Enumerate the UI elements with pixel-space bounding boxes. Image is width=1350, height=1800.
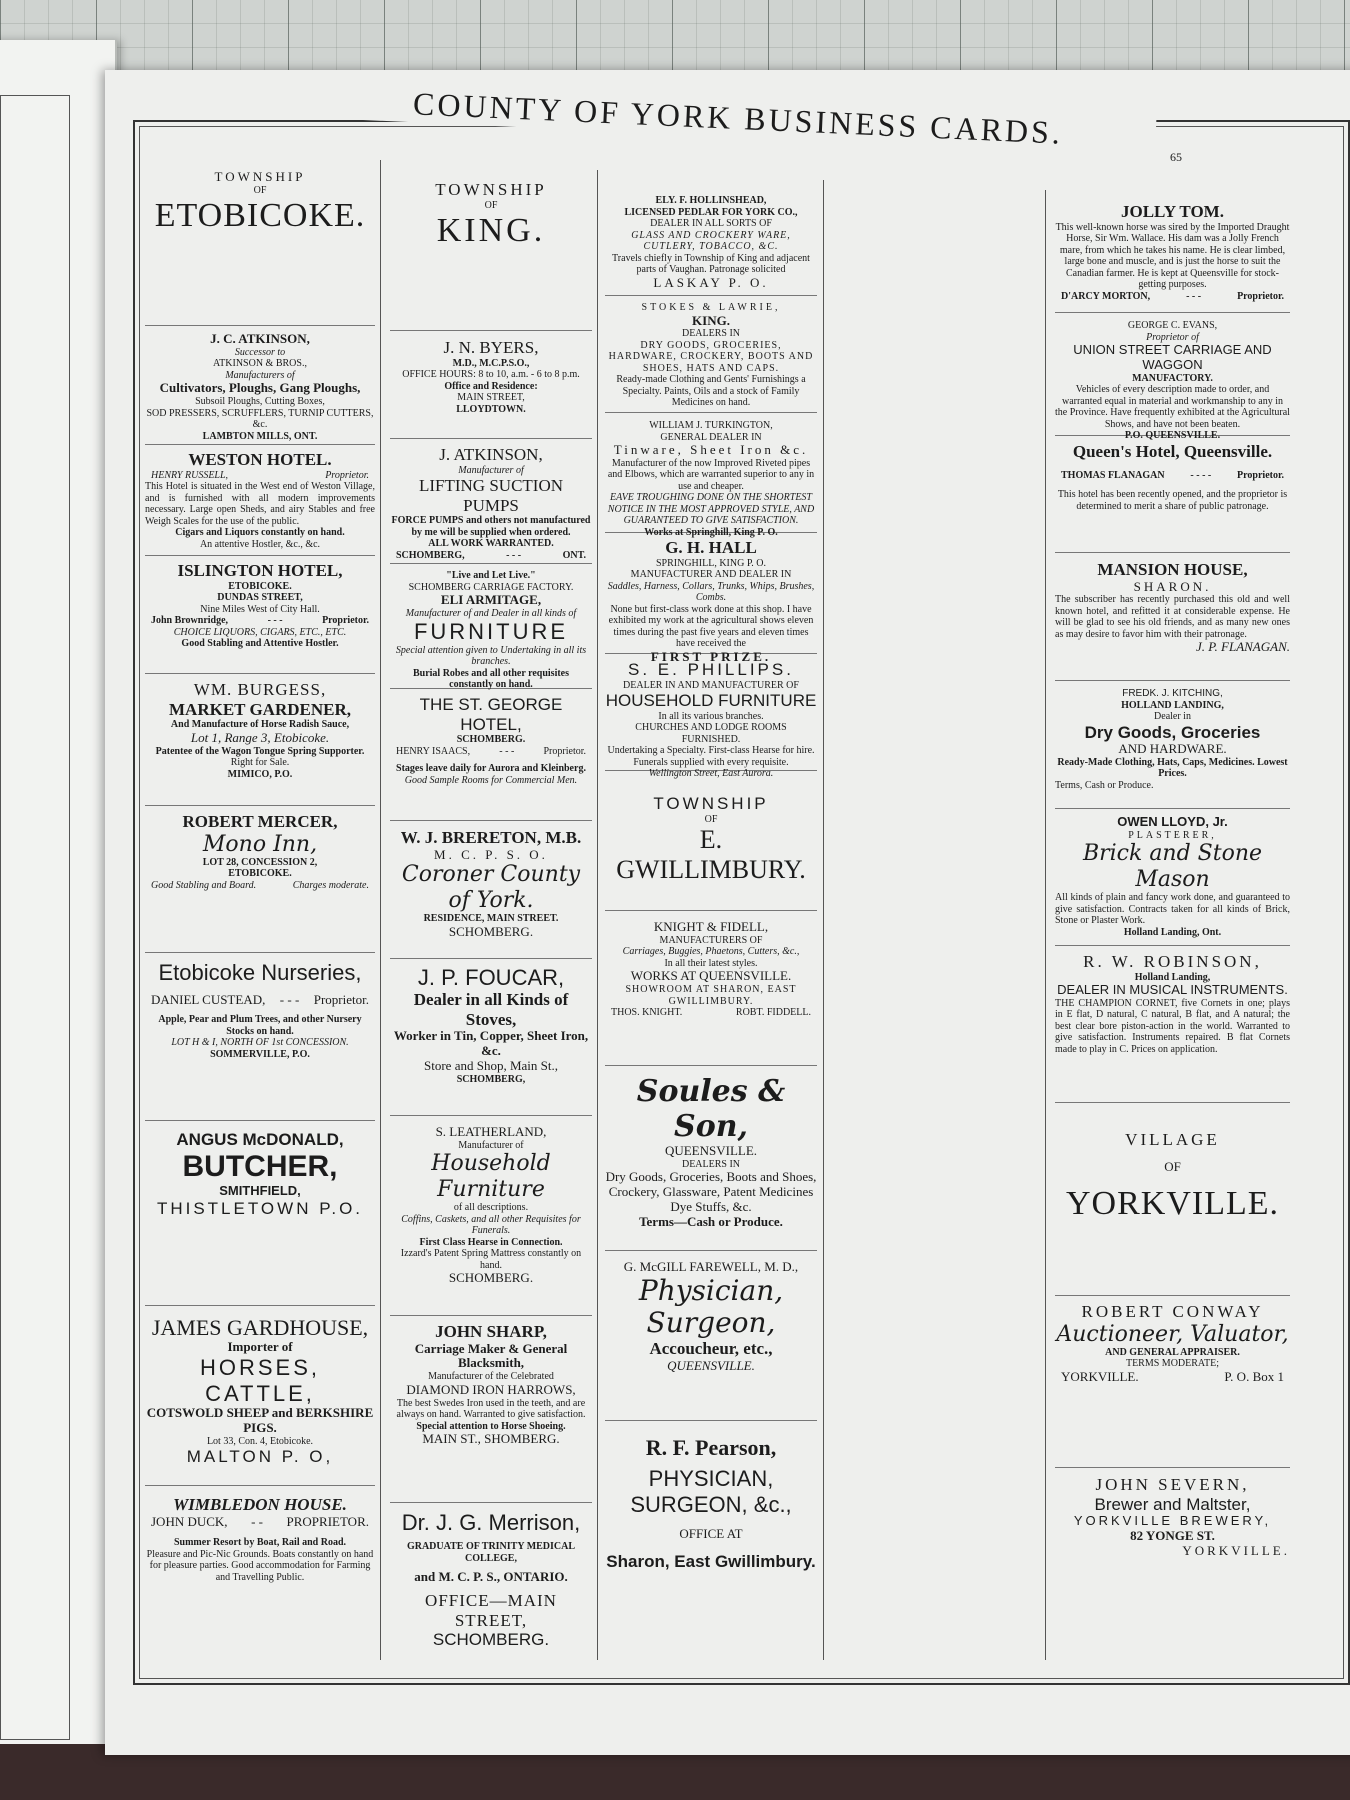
card-stokes-lawrie: STOKES & LAWRIE, KING. DEALERS IN DRY GOODS, GROCERIES, HARDWARE, CROCKERY, BOOTS AND SHOES, HATS AND CAPS. Ready-made Clothing and Gents' Furnishings a Specialty. Paints, Oils and a stock of Family Medicines on hand. xyxy=(605,302,817,413)
card-john-sharp: JOHN SHARP, Carriage Maker & General Blacksmith, Manufacturer of the Celebrated DIAMOND IRON HARROWS, The best Swedes Iron used in the teeth, and are always on hand. Warranted to give satisfaction. Special attention to Horse Shoeing. MAIN ST., SHOMBERG. xyxy=(390,1322,592,1503)
card-jolly-tom: JOLLY TOM. This well-known horse was sired by the Imported Draught Horse, Sir Wm. Wallace. His dam was a Jolly French mare, from which he takes his name. He is clear limbed, large bone and muscle, and is just the horse to suit the Canadian farmer. He is kept at Queensville for stock-getting purposes. D'ARCY MORTON, - - - Proprietor. xyxy=(1055,202,1290,313)
card-queens-hotel: Queen's Hotel, Queensville. THOMAS FLANAGAN - - - - Proprietor. This hotel has been recently opened, and the proprietor is determined to merit a share of public patronage. xyxy=(1055,442,1290,553)
card-eli-armitage: "Live and Let Live." SCHOMBERG CARRIAGE FACTORY. ELI ARMITAGE, Manufacturer of and Dealer in all kinds of FURNITURE Special attention given to Undertaking in all its branches. Burial Robes and all other requisites constantly on hand. xyxy=(390,570,592,689)
card-owen-lloyd: OWEN LLOYD, Jr. PLASTERER, Brick and Stone Mason All kinds of plain and fancy work done, and guaranteed to give satisfaction. Contracts taken for all kinds of Brick, Stone or Plaster Work. Holland Landing, Ont. xyxy=(1055,815,1290,946)
card-george-evans: GEORGE C. EVANS, Proprietor of UNION STREET CARRIAGE AND WAGGON MANUFACTORY. Vehicles of every description made to order, and warranted equal in material and workmanship to any in the Province. Have frequently exhibited at the Agricultural Shows, and have not been beaten. P.O. QUEENSVILLE. xyxy=(1055,320,1290,442)
card-mansion-house: MANSION HOUSE, SHARON. The subscriber has recently purchased this old and well known hotel, and refitted it at considerable expense. He will be glad to see his old friends, and as many new ones as may desire to favor him with their patronage. J. P. FLANAGAN. xyxy=(1055,560,1290,681)
card-merrison: Dr. J. G. Merrison, GRADUATE OF TRINITY MEDICAL COLLEGE, and M. C. P. S., ONTARIO. OFFICE—MAIN STREET, SCHOMBERG. xyxy=(401,1510,581,1650)
column-divider xyxy=(597,170,598,1660)
card-atkinson: J. C. ATKINSON, Successor to ATKINSON & BROS., Manufacturers of Cultivators, Ploughs, Gang Ploughs, Subsoil Ploughs, Cutting Boxes, SOD PRESSERS, SCRUFFLERS, TURNIP CUTTERS, &c. LAMBTON MILLS, ONT. xyxy=(145,332,375,445)
card-st-george-hotel: THE ST. GEORGE HOTEL, SCHOMBERG. HENRY ISAACS, - - - Proprietor. Stages leave daily for Aurora and Kleinberg. Good Sample Rooms for Commercial Men. xyxy=(390,695,592,821)
card-kitching: FREDK. J. KITCHING, HOLLAND LANDING, Dealer in Dry Goods, Groceries AND HARDWARE. Ready-Made Clothing, Hats, Caps, Medicines. Lowest Prices. Terms, Cash or Produce. xyxy=(1055,688,1290,809)
card-gardhouse: JAMES GARDHOUSE, Importer of HORSES, CATTLE, COTSWOLD SHEEP and BERKSHIRE PIGS. Lot 33, Con. 4, Etobicoke. MALTON P. O, xyxy=(145,1315,375,1486)
left-page xyxy=(0,40,117,1780)
card-gh-hall: G. H. HALL SPRINGHILL, KING P. O. MANUFACTURER AND DEALER IN Saddles, Harness, Collars, Trunks, Whips, Brushes, Combs. None but first-class work done at this shop. I have exhibited my work at the agricultural shows eleven times during the past five years and eleven times have received the FIRST PRIZE. xyxy=(605,538,817,654)
card-conway: ROBERT CONWAY Auctioneer, Valuator, AND GENERAL APPRAISER. TERMS MODERATE; YORKVILLE. P. O. Box 1 xyxy=(1055,1302,1290,1468)
township-e-gwillimbury-heading: TOWNSHIP OF E. GWILLIMBURY. xyxy=(605,780,817,911)
card-john-severn: JOHN SEVERN, Brewer and Maltster, YORKVILLE BREWERY, 82 YONGE ST. YORKVILLE. xyxy=(1073,1475,1290,1558)
card-j-atkinson-pumps: J. ATKINSON, Manufacturer of LIFTING SUCTION PUMPS FORCE PUMPS and others not manufactured by me will be supplied when ordered. ALL WORK WARRANTED. SCHOMBERG, - - - ONT. xyxy=(390,445,592,564)
card-hollinshead: ELY. F. HOLLINSHEAD, LICENSED PEDLAR FOR YORK CO., DEALER IN ALL SORTS OF GLASS AND CROCKERY WARE, CUTLERY, TOBACCO, &C. Travels chiefly in Township of King and adjacent parts of Vaughan. Patronage solicited LASKAY P. O. xyxy=(605,195,817,296)
card-soules-son: Soules & Son, QUEENSVILLE. DEALERS IN Dry Goods, Groceries, Boots and Shoes, Crockery, Glassware, Patent Medicines Dye Stuffs, &c. Terms—Cash or Produce. xyxy=(605,1075,817,1251)
card-foucar: J. P. FOUCAR, Dealer in all Kinds of Stoves, Worker in Tin, Copper, Sheet Iron, &c. Store and Shop, Main St., SCHOMBERG, xyxy=(390,965,592,1116)
card-weston-hotel: WESTON HOTEL. HENRY RUSSELL, Proprietor. This Hotel is situated in the West end of Weston Village, and is furnished with all modern improvements necessary. Large open Sheds, and airy Stables and free Weigh Scales for the use of the public. Cigars and Liquors constantly on hand. An attentive Hostler, &c., &c. xyxy=(145,450,375,556)
column-divider xyxy=(380,160,381,1660)
card-leatherland: S. LEATHERLAND, Manufacturer of Household Furniture of all descriptions. Coffins, Caskets, and all other Requisites for Funerals. First Class Hearse in Connection. Izzard's Patent Spring Mattress constantly on hand. SCHOMBERG. xyxy=(390,1125,592,1316)
card-islington-hotel: ISLINGTON HOTEL, ETOBICOKE. DUNDAS STREET, Nine Miles West of City Hall. John Brownridge, - - - Proprietor. CHOICE LIQUORS, CIGARS, ETC., ETC. Good Stabling and Attentive Hostler. xyxy=(145,561,375,674)
column-divider xyxy=(823,180,824,1660)
card-phillips: S. E. PHILLIPS. DEALER IN AND MANUFACTURER OF HOUSEHOLD FURNITURE In all its various branches. CHURCHES AND LODGE ROOMS FURNISHED. Undertaking a Specialty. First-class Hearse for hire. Funerals supplied with every requisite. Wellington Street, East Aurora. xyxy=(605,660,817,780)
card-wimbledon-house: WIMBLEDON HOUSE. JOHN DUCK, - - PROPRIETOR. Summer Resort by Boat, Rail and Road. Pleasure and Pic-Nic Grounds. Boats constantly on hand for pleasure parties. Good accommodation for Farming and Travelling Public. xyxy=(146,1495,374,1583)
card-brereton: W. J. BRERETON, M.B. M. C. P. S. O. Coroner County of York. RESIDENCE, MAIN STREET. SCHOMBERG. xyxy=(390,828,592,959)
document-page xyxy=(105,70,1350,1755)
card-robinson: R. W. ROBINSON, Holland Landing, DEALER IN MUSICAL INSTRUMENTS. THE CHAMPION CORNET, five Cornets in one; plays in E flat, D natural, C natural, B flat, and A natural; the best clear bore piston-action in the world. Warranted to give satisfaction. Instruments repaired. B flat Cornets made to play in C. Prices on application. xyxy=(1055,952,1290,1103)
card-turkington: WILLIAM J. TURKINGTON, GENERAL DEALER IN Tinware, Sheet Iron &c. Manufacturer of the now Improved Riveted pipes and Elbows, which are warranted superior to any in use and cheaper. EAVE TROUGHING DONE ON THE SHORTEST NOTICE IN THE MOST APPROVED STYLE, AND GUARANTEED TO GIVE SATISFACTION. Works at Springhill, King P. O. xyxy=(605,420,817,533)
card-byers: J. N. BYERS, M.D., M.C.P.S.O., OFFICE HOURS: 8 to 10, a.m. - 6 to 8 p.m. Office and Residence: MAIN STREET, LLOYDTOWN. xyxy=(390,338,592,439)
township-etobicoke-heading: TOWNSHIP OF ETOBICOKE. xyxy=(145,170,375,326)
card-angus-mcdonald: ANGUS McDONALD, BUTCHER, SMITHFIELD, THISTLETOWN P.O. xyxy=(145,1130,375,1306)
card-mercer: ROBERT MERCER, Mono Inn, LOT 28, CONCESSION 2, ETOBICOKE. Good Stabling and Board. Charges moderate. xyxy=(145,812,375,953)
card-burgess: WM. BURGESS, MARKET GARDENER, And Manufacture of Horse Radish Sauce, Lot 1, Range 3, Etobicoke. Patentee of the Wagon Tongue Spring Supporter. Right for Sale. MIMICO, P.O. xyxy=(145,680,375,806)
card-etobicoke-nurseries: Etobicoke Nurseries, DANIEL CUSTEAD, - - - Proprietor. Apple, Pear and Plum Trees, and other Nursery Stocks on hand. LOT H & I, NORTH OF 1st CONCESSION. SOMMERVILLE, P.O. xyxy=(145,960,375,1121)
village-yorkville-heading: VILLAGE OF YORKVILLE. xyxy=(1055,1110,1290,1296)
page-number: 65 xyxy=(1170,150,1182,164)
card-knight-fidell: KNIGHT & FIDELL, MANUFACTURERS OF Carriages, Buggies, Phaetons, Cutters, &c., In all their latest styles. WORKS AT QUEENSVILLE. SHOWROOM AT SHARON, EAST GWILLIMBURY. THOS. KNIGHT. ROBT. FIDDELL. xyxy=(605,920,817,1066)
column-divider xyxy=(1045,190,1046,1660)
card-farewell: G. McGILL FAREWELL, M. D., Physician, Surgeon, Accoucheur, etc., QUEENSVILLE. xyxy=(605,1260,817,1421)
township-king-heading: TOWNSHIP OF KING. xyxy=(390,180,592,331)
card-pearson: R. F. Pearson, PHYSICIAN, SURGEON, &c., OFFICE AT Sharon, East Gwillimbury. xyxy=(606,1435,816,1571)
page-title: COUNTY OF YORK BUSINESS CARDS. xyxy=(320,81,1157,156)
